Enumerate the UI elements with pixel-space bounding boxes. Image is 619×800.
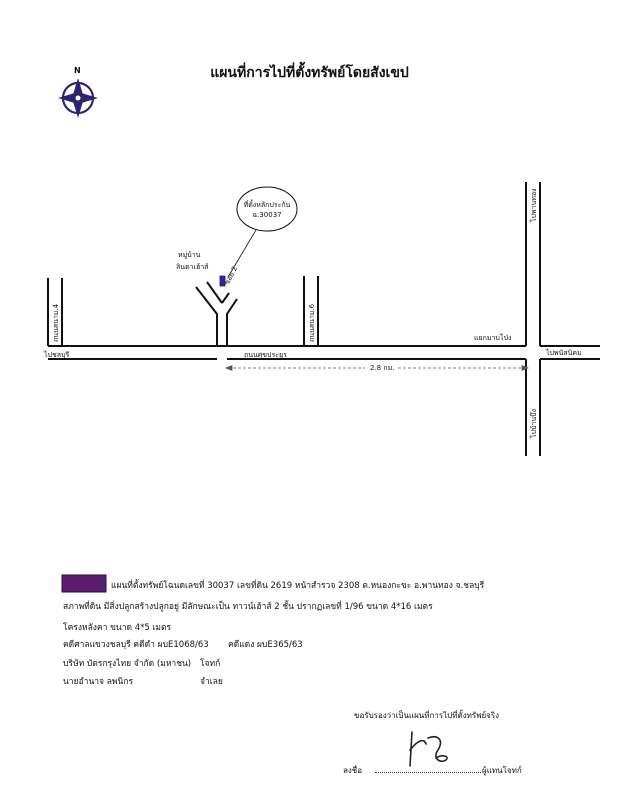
callout-title: ที่ตั้งหลักประกัน [243, 201, 291, 209]
to-phanthong-label: ไปพานทอง [530, 188, 538, 222]
info-line-case-black: คดีศาลแขวงชลบุรี คดีดำ ผบE1068/63 [63, 640, 209, 650]
compass-rose-icon [58, 78, 98, 118]
info-line-deed: แผนที่ตั้งทรัพย์โฉนดเลขที่ 30037 เลขที่ดิน 2619 หน้าสำรวจ 2308 ต.หนองกะขะ อ.พานทอง จ.ชลบุรี [111, 581, 485, 591]
soi-2-label: ซอย 2 [222, 265, 240, 287]
village-label: หมู่บ้าน [178, 251, 201, 259]
info-line-land: สภาพที่ดิน มีสิ่งปลูกสร้างปลูกอยู่ มีลักษณะเป็น ทาวน์เฮ้าส์ 2 ชั้น ปรากฏเลขที่ 1/96 ขนาด 4*16 เมตร [63, 602, 433, 612]
main-road [48, 346, 600, 359]
callout-deed-number: ฉ.30037 [252, 211, 282, 219]
sign-prefix: ลงชื่อ [343, 766, 363, 775]
info-line-case-red: คดีแดง ผบE365/63 [228, 640, 303, 650]
to-banbueng-label: ไปบ้านบึง [530, 409, 538, 438]
info-line-defendant-role: จำเลย [200, 677, 223, 687]
property-callout [238, 200, 296, 220]
info-line-defendant: นายอำนาจ ลพนิกร [63, 677, 134, 687]
main-road-label: ถนนศุขประยูร [244, 351, 287, 359]
to-phanatnikhom-label: ไปพนัสนิคม [546, 349, 582, 357]
soi-6-label: ถนนสนาม.6 [308, 303, 316, 342]
info-line-plaintiff: บริษัท บัตรกรุงไทย จำกัด (มหาชน) [63, 659, 192, 669]
info-line-plaintiff-role: โจทก์ [200, 659, 221, 669]
soi-4-label: ถนนสนาม.4 [52, 303, 60, 342]
to-chonburi-label: ไปชลบุรี [44, 351, 70, 359]
junction-label: แยกมาบโป่ง [474, 334, 512, 342]
sign-role: ผู้แทนโจทก์ [482, 766, 522, 775]
certification-text: ขอรับรองว่าเป็นแผนที่การไปที่ตั้งทรัพย์จริง [354, 711, 500, 720]
village-road [196, 282, 237, 346]
compass-north-label: N [74, 66, 81, 75]
info-line-roof: โครงหลังคา ขนาด 4*5 เมตร [63, 623, 172, 633]
distance-label: 2.8 กม. [370, 364, 395, 372]
map-title: แผนที่การไปที่ตั้งทรัพย์โดยสังเขป [210, 65, 409, 81]
legend-color-box [62, 575, 106, 592]
handwritten-signature [398, 728, 458, 776]
village-name-label: ลินดาเฮ้าส์ [176, 263, 209, 271]
